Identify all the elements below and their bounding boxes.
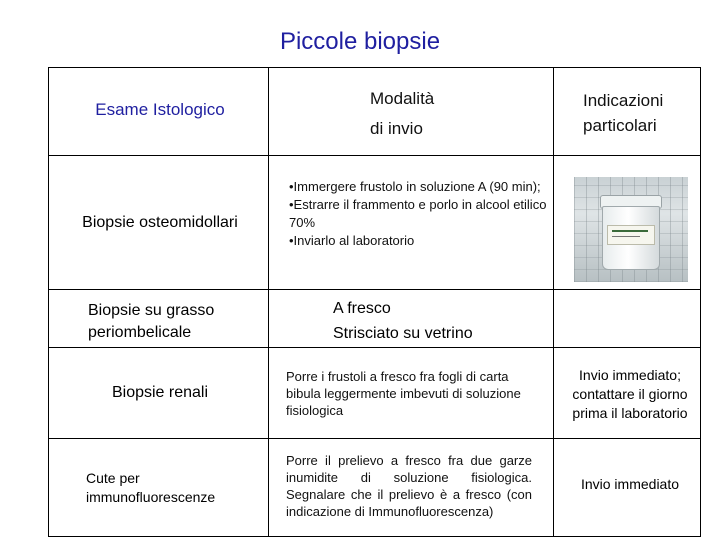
row-method <box>289 178 549 250</box>
row-method-line: Strisciato su vetrino <box>333 325 473 342</box>
divider <box>48 347 701 348</box>
header-notes-line: particolari <box>583 116 657 135</box>
divider <box>48 438 701 439</box>
method-item: •Estrarre il frammento e porlo in alcool etilico 70% <box>289 197 547 230</box>
header-method-line: Modalità <box>370 89 435 108</box>
row-notes: Invio immediato <box>580 476 680 492</box>
row-notes-line: contattare il giorno prima il laboratorio <box>572 386 688 421</box>
row-exam-line: Cute per <box>86 470 140 486</box>
row-method <box>333 296 533 346</box>
header-notes-line: Indicazioni <box>583 91 664 110</box>
header-exam: Esame Istologico <box>95 100 225 119</box>
row-method-line: A fresco <box>333 300 391 317</box>
jar-label <box>607 225 655 245</box>
specimen-jar-photo <box>574 177 688 282</box>
row-exam <box>88 300 268 344</box>
divider <box>48 155 701 156</box>
method-item: •Inviarlo al laboratorio <box>289 233 415 248</box>
header-method <box>370 84 490 144</box>
row-exam-line: periombelicale <box>88 324 192 341</box>
divider <box>268 67 269 537</box>
row-notes-line: Invio immediato; <box>579 367 681 383</box>
header-notes <box>583 88 693 138</box>
divider <box>48 289 701 290</box>
row-exam-line: Biopsie su grasso <box>88 302 215 319</box>
row-method: Porre il prelievo a fresco fra due garze inumidite di soluzione fisiologica. Segnalare che il prelievo è a fresco (con indicazione di Immunofluorescenza) <box>286 453 532 519</box>
row-method: Porre i frustoli a fresco fra fogli di carta bibula leggermente imbevuti di soluzione fisiologica <box>286 369 521 418</box>
method-item: •Immergere frustolo in soluzione A (90 min); <box>289 179 541 194</box>
row-exam: Biopsie osteomidollari <box>82 214 238 231</box>
page-title: Piccole biopsie <box>279 28 441 55</box>
divider <box>553 67 554 537</box>
row-exam: Biopsie renali <box>111 384 209 401</box>
row-notes <box>560 366 700 423</box>
header-method-line: di invio <box>370 119 423 138</box>
row-exam <box>86 469 266 507</box>
row-exam-line: immunofluorescenze <box>86 489 216 505</box>
